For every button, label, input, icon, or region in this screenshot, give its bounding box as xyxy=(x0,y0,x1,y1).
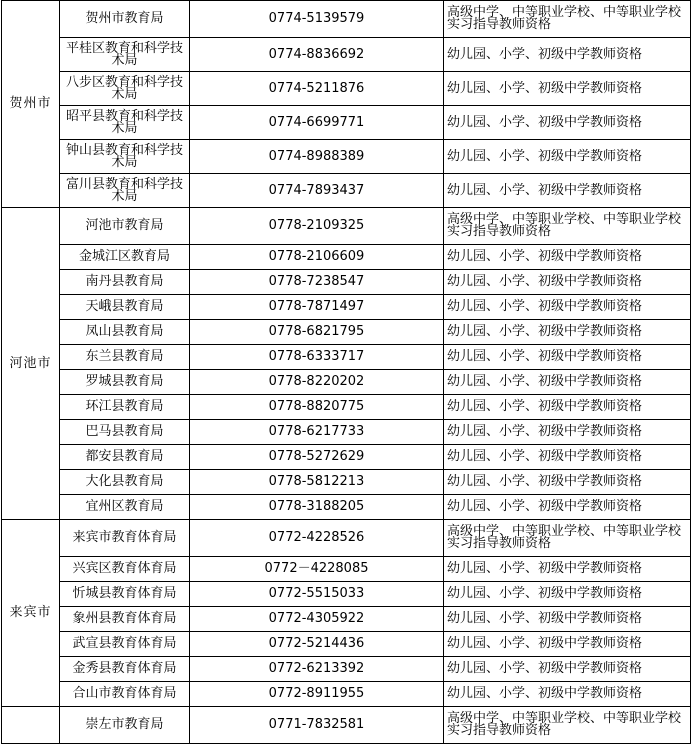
table-row xyxy=(2,682,691,707)
scope-cell: 幼儿园、小学、初级中学教师资格 xyxy=(444,395,691,420)
table-row xyxy=(2,607,691,632)
table-row xyxy=(2,140,691,174)
bureau-cell: 凤山县教育局 xyxy=(60,320,190,345)
table-row xyxy=(2,320,691,345)
bureau-cell: 象州县教育体育局 xyxy=(60,607,190,632)
phone-cell: 0772-4228526 xyxy=(190,520,444,557)
city-cell: 来宾市 xyxy=(2,520,60,707)
phone-cell: 0778-6821795 xyxy=(190,320,444,345)
phone-cell: 0778-3188205 xyxy=(190,495,444,520)
scope-cell: 幼儿园、小学、初级中学教师资格 xyxy=(444,38,691,72)
table-row xyxy=(2,495,691,520)
table-row xyxy=(2,657,691,682)
scope-cell: 幼儿园、小学、初级中学教师资格 xyxy=(444,682,691,707)
city-cell: 河池市 xyxy=(2,208,60,520)
phone-cell: 0778-7871497 xyxy=(190,295,444,320)
phone-cell: 0778-2109325 xyxy=(190,208,444,245)
scope-cell: 幼儿园、小学、初级中学教师资格 xyxy=(444,582,691,607)
teacher-certification-office-table xyxy=(1,0,691,744)
bureau-cell: 八步区教育和科学技术局 xyxy=(60,72,190,106)
table-row xyxy=(2,174,691,208)
scope-cell: 幼儿园、小学、初级中学教师资格 xyxy=(444,270,691,295)
bureau-cell: 崇左市教育局 xyxy=(60,707,190,744)
bureau-cell: 罗城县教育局 xyxy=(60,370,190,395)
scope-cell: 幼儿园、小学、初级中学教师资格 xyxy=(444,607,691,632)
scope-cell: 幼儿园、小学、初级中学教师资格 xyxy=(444,320,691,345)
table-row xyxy=(2,1,691,38)
table-row xyxy=(2,38,691,72)
phone-cell: 0774-5139579 xyxy=(190,1,444,38)
bureau-cell: 天峨县教育局 xyxy=(60,295,190,320)
phone-cell: 0774-5211876 xyxy=(190,72,444,106)
bureau-cell: 武宣县教育体育局 xyxy=(60,632,190,657)
phone-cell: 0772-4305922 xyxy=(190,607,444,632)
scope-cell: 幼儿园、小学、初级中学教师资格 xyxy=(444,632,691,657)
phone-cell: 0778-6217733 xyxy=(190,420,444,445)
table-row xyxy=(2,106,691,140)
bureau-cell: 平桂区教育和科学技术局 xyxy=(60,38,190,72)
bureau-cell: 贺州市教育局 xyxy=(60,1,190,38)
table-row xyxy=(2,632,691,657)
phone-cell: 0772-6213392 xyxy=(190,657,444,682)
phone-cell: 0778-7238547 xyxy=(190,270,444,295)
scope-cell: 高级中学、中等职业学校、中等职业学校实习指导教师资格 xyxy=(444,1,691,38)
table-row xyxy=(2,707,691,744)
phone-cell: 0778-5812213 xyxy=(190,470,444,495)
phone-cell: 0778-8820775 xyxy=(190,395,444,420)
table-row xyxy=(2,208,691,245)
phone-cell: 0778-8220202 xyxy=(190,370,444,395)
table-row xyxy=(2,582,691,607)
table-row xyxy=(2,445,691,470)
scope-cell: 幼儿园、小学、初级中学教师资格 xyxy=(444,445,691,470)
bureau-cell: 南丹县教育局 xyxy=(60,270,190,295)
table-row xyxy=(2,557,691,582)
scope-cell: 高级中学、中等职业学校、中等职业学校实习指导教师资格 xyxy=(444,208,691,245)
scope-cell: 高级中学、中等职业学校、中等职业学校实习指导教师资格 xyxy=(444,520,691,557)
scope-cell: 幼儿园、小学、初级中学教师资格 xyxy=(444,174,691,208)
city-cell: 贺州市 xyxy=(2,1,60,208)
phone-cell: 0772-5214436 xyxy=(190,632,444,657)
table-row xyxy=(2,370,691,395)
bureau-cell: 钟山县教育和科学技术局 xyxy=(60,140,190,174)
scope-cell: 幼儿园、小学、初级中学教师资格 xyxy=(444,345,691,370)
phone-cell: 0772-8911955 xyxy=(190,682,444,707)
scope-cell: 幼儿园、小学、初级中学教师资格 xyxy=(444,295,691,320)
scope-cell: 幼儿园、小学、初级中学教师资格 xyxy=(444,495,691,520)
bureau-cell: 东兰县教育局 xyxy=(60,345,190,370)
bureau-cell: 兴宾区教育体育局 xyxy=(60,557,190,582)
bureau-cell: 环江县教育局 xyxy=(60,395,190,420)
scope-cell: 幼儿园、小学、初级中学教师资格 xyxy=(444,557,691,582)
phone-cell: 0774-6699771 xyxy=(190,106,444,140)
bureau-cell: 合山市教育体育局 xyxy=(60,682,190,707)
table-row xyxy=(2,245,691,270)
table-row xyxy=(2,345,691,370)
scope-cell: 幼儿园、小学、初级中学教师资格 xyxy=(444,72,691,106)
city-cell xyxy=(2,707,60,744)
phone-cell: 0774-7893437 xyxy=(190,174,444,208)
table-row xyxy=(2,395,691,420)
phone-cell: 0778-2106609 xyxy=(190,245,444,270)
bureau-cell: 宜州区教育局 xyxy=(60,495,190,520)
phone-cell: 0772－4228085 xyxy=(190,557,444,582)
phone-cell: 0774-8988389 xyxy=(190,140,444,174)
bureau-cell: 金秀县教育体育局 xyxy=(60,657,190,682)
scope-cell: 幼儿园、小学、初级中学教师资格 xyxy=(444,657,691,682)
scope-cell: 幼儿园、小学、初级中学教师资格 xyxy=(444,370,691,395)
bureau-cell: 都安县教育局 xyxy=(60,445,190,470)
phone-cell: 0772-5515033 xyxy=(190,582,444,607)
scope-cell: 幼儿园、小学、初级中学教师资格 xyxy=(444,106,691,140)
table-row xyxy=(2,470,691,495)
table-row xyxy=(2,295,691,320)
bureau-cell: 河池市教育局 xyxy=(60,208,190,245)
scope-cell: 幼儿园、小学、初级中学教师资格 xyxy=(444,140,691,174)
table-row xyxy=(2,270,691,295)
phone-cell: 0778-6333717 xyxy=(190,345,444,370)
bureau-cell: 富川县教育和科学技术局 xyxy=(60,174,190,208)
bureau-cell: 来宾市教育体育局 xyxy=(60,520,190,557)
phone-cell: 0774-8836692 xyxy=(190,38,444,72)
scope-cell: 幼儿园、小学、初级中学教师资格 xyxy=(444,420,691,445)
scope-cell: 幼儿园、小学、初级中学教师资格 xyxy=(444,245,691,270)
bureau-cell: 忻城县教育体育局 xyxy=(60,582,190,607)
scope-cell: 高级中学、中等职业学校、中等职业学校实习指导教师资格 xyxy=(444,707,691,744)
phone-cell: 0771-7832581 xyxy=(190,707,444,744)
table-row xyxy=(2,72,691,106)
table-row xyxy=(2,420,691,445)
phone-cell: 0778-5272629 xyxy=(190,445,444,470)
table-row xyxy=(2,520,691,557)
bureau-cell: 金城江区教育局 xyxy=(60,245,190,270)
bureau-cell: 大化县教育局 xyxy=(60,470,190,495)
bureau-cell: 巴马县教育局 xyxy=(60,420,190,445)
scope-cell: 幼儿园、小学、初级中学教师资格 xyxy=(444,470,691,495)
bureau-cell: 昭平县教育和科学技术局 xyxy=(60,106,190,140)
